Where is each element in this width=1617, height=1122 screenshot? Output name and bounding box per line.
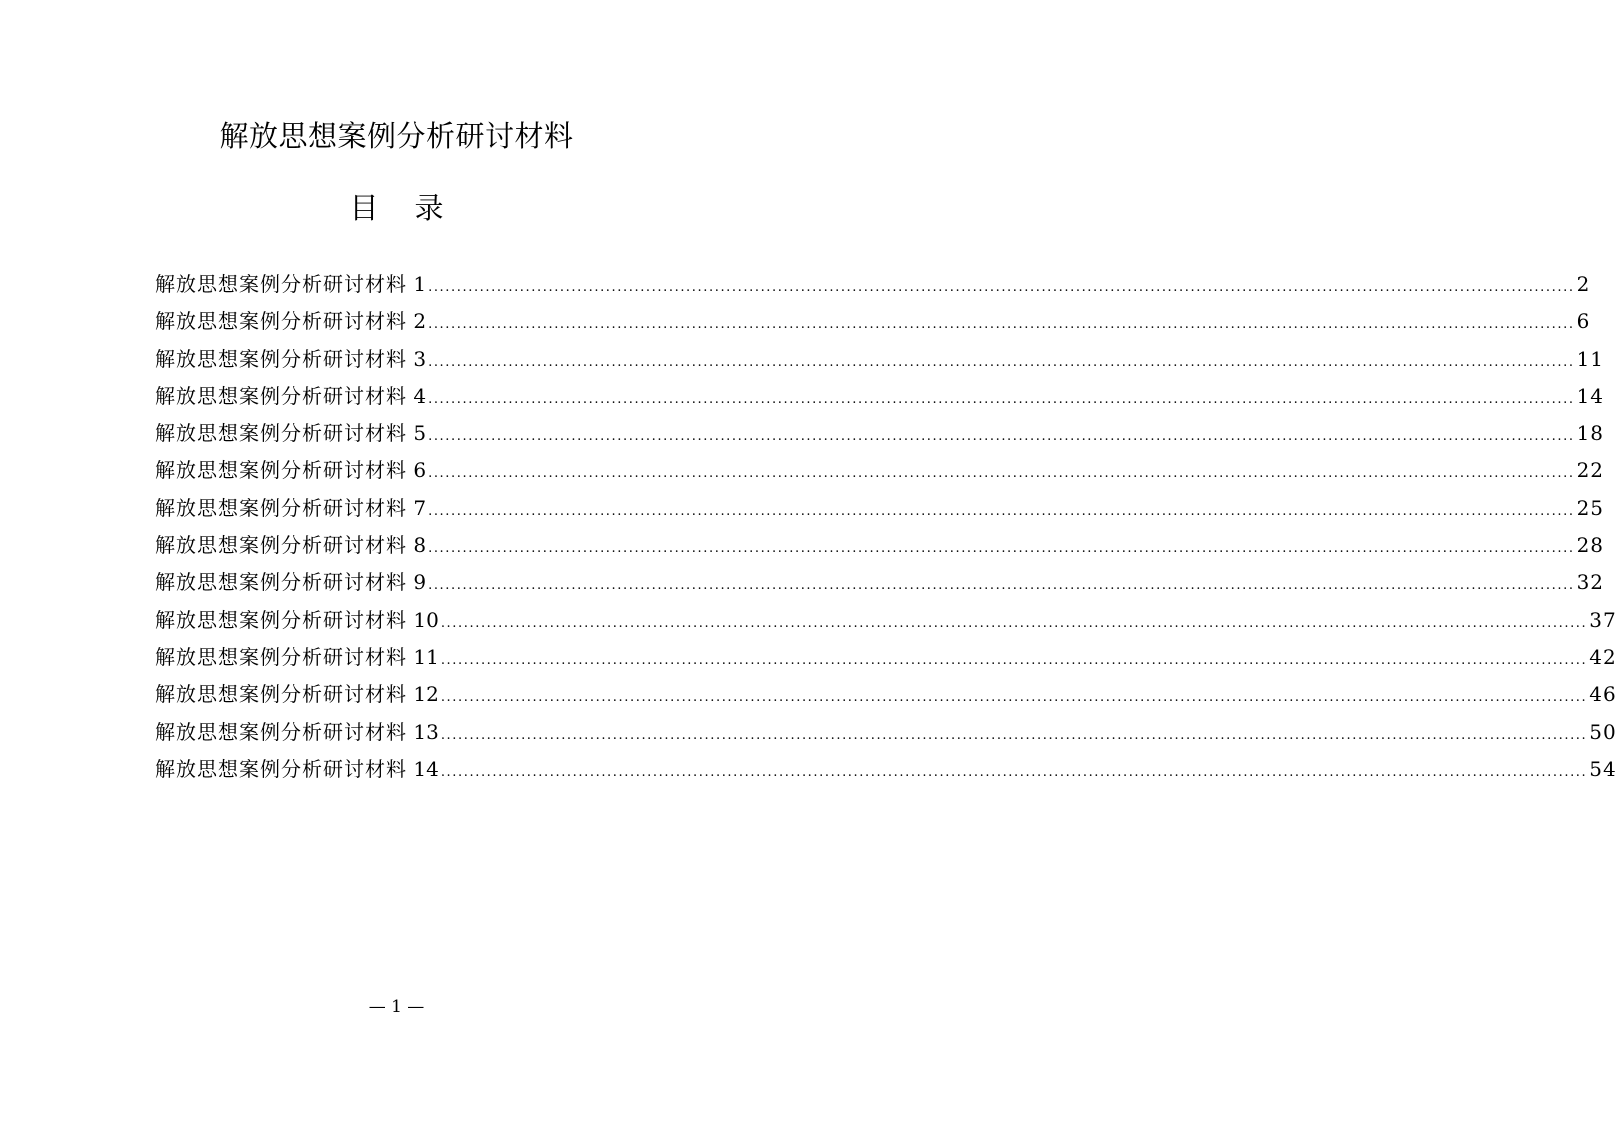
toc-entry[interactable] <box>155 714 1617 751</box>
toc-entry-page-number: 25 <box>1576 495 1605 520</box>
toc-dot-leader: ........................................................................................................................................................................................................ <box>440 727 1588 743</box>
toc-dot-leader: ........................................................................................................................................................................................................ <box>428 578 1575 594</box>
toc-entry-number: 4 <box>413 383 427 408</box>
toc-entry[interactable] <box>155 602 1617 639</box>
toc-entry-title <box>155 341 426 378</box>
toc-dot-leader: ........................................................................................................................................................................................................ <box>428 391 1575 407</box>
toc-entry-title <box>155 378 426 415</box>
toc-entry-number: 6 <box>413 458 427 483</box>
toc-entry-number: 3 <box>413 346 427 371</box>
toc-entry-page-number: 42 <box>1589 644 1617 669</box>
toc-entry[interactable] <box>155 303 1591 340</box>
toc-entry-text: 解放思想案例分析研讨材料 <box>155 421 407 446</box>
document-title: 解放思想案例分析研讨材料 <box>219 119 574 153</box>
toc-entry[interactable] <box>155 266 1591 303</box>
toc-entry[interactable] <box>155 452 1605 489</box>
toc-entry[interactable] <box>155 490 1605 527</box>
toc-entry-number: 11 <box>413 644 439 669</box>
toc-entry-page-number: 2 <box>1576 272 1591 296</box>
toc-entry-number: 7 <box>413 495 427 520</box>
toc-entry-text: 解放思想案例分析研讨材料 <box>155 682 407 707</box>
toc-dot-leader: ........................................................................................................................................................................................................ <box>428 280 1575 295</box>
toc-entry-page-number: 32 <box>1576 570 1605 595</box>
toc-entry-text: 解放思想案例分析研讨材料 <box>155 570 407 595</box>
toc-entry-text: 解放思想案例分析研讨材料 <box>155 607 407 632</box>
toc-entry-title <box>155 452 426 489</box>
toc-dot-leader: ........................................................................................................................................................................................................ <box>428 466 1575 482</box>
toc-entry-page-number: 18 <box>1576 421 1605 446</box>
toc-entry-text: 解放思想案例分析研讨材料 <box>155 458 407 483</box>
toc-heading-right: 录 <box>414 191 444 225</box>
toc-entry-title <box>155 266 426 303</box>
toc-dot-leader: ........................................................................................................................................................................................................ <box>440 652 1588 668</box>
toc-entry[interactable] <box>155 341 1605 378</box>
toc-entry-number: 9 <box>413 570 427 595</box>
toc-entry-title <box>155 676 439 713</box>
toc-entry-title <box>155 415 426 452</box>
toc-entry[interactable] <box>155 527 1605 564</box>
toc-entry-title <box>155 303 426 340</box>
toc-entry-title <box>155 751 439 788</box>
toc-entry-text: 解放思想案例分析研讨材料 <box>155 644 407 669</box>
table-of-contents <box>155 266 1617 788</box>
toc-dot-leader: ........................................................................................................................................................................................................ <box>428 429 1575 445</box>
toc-entry[interactable] <box>155 676 1617 713</box>
toc-entry-text: 解放思想案例分析研讨材料 <box>155 719 407 744</box>
toc-entry-title <box>155 602 439 639</box>
toc-entry-number: 8 <box>413 533 427 558</box>
toc-dot-leader: ........................................................................................................................................................................................................ <box>440 764 1588 780</box>
toc-entry-text: 解放思想案例分析研讨材料 <box>155 495 407 520</box>
toc-entry-page-number: 14 <box>1576 383 1605 408</box>
toc-entry-page-number: 28 <box>1576 533 1605 558</box>
toc-entry-page-number: 37 <box>1589 607 1617 632</box>
page-number-footer: — 1 — <box>368 997 425 1017</box>
toc-entry-number: 2 <box>413 309 427 334</box>
toc-dot-leader: ........................................................................................................................................................................................................ <box>428 317 1575 333</box>
toc-dot-leader: ........................................................................................................................................................................................................ <box>440 615 1588 631</box>
toc-entry-number: 13 <box>413 719 439 744</box>
toc-entry-title <box>155 564 426 601</box>
toc-entry[interactable] <box>155 564 1605 601</box>
toc-heading <box>0 186 793 230</box>
toc-entry-title <box>155 639 439 676</box>
toc-entry-text: 解放思想案例分析研讨材料 <box>155 309 407 334</box>
toc-entry-number: 10 <box>413 607 439 632</box>
toc-entry-page-number: 6 <box>1576 309 1591 334</box>
toc-entry-title <box>155 527 426 564</box>
toc-entry-text: 解放思想案例分析研讨材料 <box>155 346 407 371</box>
toc-dot-leader: ........................................................................................................................................................................................................ <box>428 541 1575 557</box>
toc-entry-page-number: 50 <box>1589 719 1617 744</box>
toc-entry-text: 解放思想案例分析研讨材料 <box>155 272 407 296</box>
toc-heading-left: 目 <box>349 191 379 225</box>
toc-entry-page-number: 54 <box>1589 756 1617 781</box>
toc-entry-number: 12 <box>413 682 439 707</box>
toc-entry-number: 14 <box>413 756 439 781</box>
toc-dot-leader: ........................................................................................................................................................................................................ <box>428 503 1575 519</box>
toc-entry[interactable] <box>155 751 1617 788</box>
toc-entry[interactable] <box>155 378 1605 415</box>
toc-entry-page-number: 22 <box>1576 458 1605 483</box>
toc-entry[interactable] <box>155 415 1605 452</box>
toc-entry-page-number: 11 <box>1576 346 1605 371</box>
toc-entry-title <box>155 490 426 527</box>
toc-dot-leader: ........................................................................................................................................................................................................ <box>428 354 1575 370</box>
toc-entry-number: 5 <box>413 421 427 446</box>
toc-entry-text: 解放思想案例分析研讨材料 <box>155 756 407 781</box>
toc-dot-leader: ........................................................................................................................................................................................................ <box>440 690 1588 706</box>
toc-entry-text: 解放思想案例分析研讨材料 <box>155 383 407 408</box>
toc-entry-number: 1 <box>413 272 427 296</box>
toc-entry-page-number: 46 <box>1589 682 1617 707</box>
toc-entry-title <box>155 714 439 751</box>
toc-entry-text: 解放思想案例分析研讨材料 <box>155 533 407 558</box>
toc-entry[interactable] <box>155 639 1617 676</box>
